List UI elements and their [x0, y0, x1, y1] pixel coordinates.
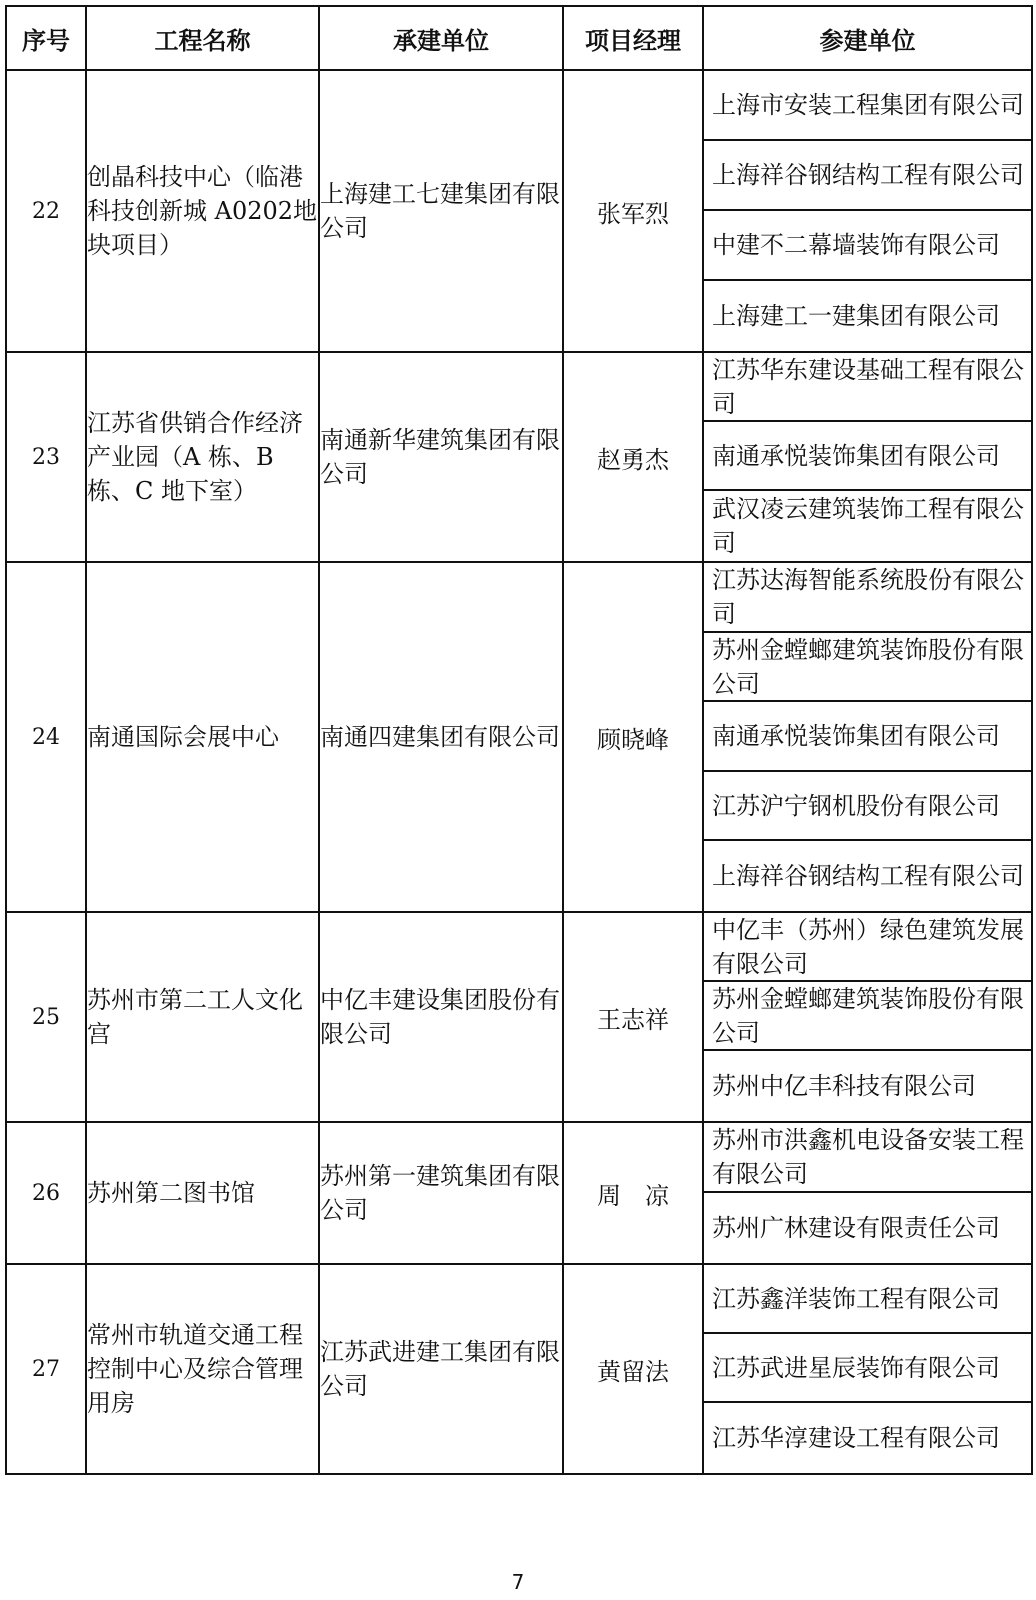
table-row	[6, 562, 1032, 912]
header-project-name: 工程名称	[86, 6, 319, 70]
projects-table	[5, 5, 1033, 1475]
row-builder: 苏州第一建筑集团有限公司	[319, 1122, 563, 1264]
row-project-name: 苏州第二图书馆	[86, 1122, 319, 1264]
table-row	[6, 1264, 1032, 1474]
participant-item: 武汉凌云建筑装饰工程有限公司	[712, 495, 1024, 557]
participant-item: 江苏鑫洋装饰工程有限公司	[704, 1265, 1031, 1334]
row-participants	[703, 912, 1032, 1122]
row-project-name: 江苏省供销合作经济产业园（A 栋、B 栋、C 地下室）	[86, 352, 319, 562]
row-serial: 24	[6, 562, 86, 912]
row-project-name: 苏州市第二工人文化宫	[86, 912, 319, 1122]
row-serial: 23	[6, 352, 86, 562]
row-builder: 中亿丰建设集团股份有限公司	[319, 912, 563, 1122]
participant-item: 中建不二幕墙装饰有限公司	[704, 211, 1031, 281]
header-builder: 承建单位	[319, 6, 563, 70]
participant-item: 苏州广林建设有限责任公司	[712, 1214, 1000, 1242]
header-participants: 参建单位	[703, 6, 1032, 70]
row-participants	[703, 352, 1032, 562]
table-header-row	[6, 6, 1032, 70]
row-project-name: 常州市轨道交通工程控制中心及综合管理用房	[86, 1264, 319, 1474]
row-builder: 上海建工七建集团有限公司	[319, 70, 563, 352]
row-manager: 张军烈	[563, 70, 703, 352]
row-manager: 王志祥	[563, 912, 703, 1122]
participant-item: 江苏沪宁钢机股份有限公司	[704, 772, 1031, 841]
participant-item: 上海祥谷钢结构工程有限公司	[704, 141, 1031, 211]
row-manager: 顾晓峰	[563, 562, 703, 912]
row-manager: 赵勇杰	[563, 352, 703, 562]
row-participants	[703, 70, 1032, 352]
participant-item: 上海建工一建集团有限公司	[712, 302, 1000, 330]
table-row	[6, 70, 1032, 352]
table-row	[6, 1122, 1032, 1264]
header-project-manager: 项目经理	[563, 6, 703, 70]
row-participants	[703, 562, 1032, 912]
participant-item: 江苏武进星辰装饰有限公司	[704, 1334, 1031, 1403]
row-project-name: 创晶科技中心（临港科技创新城 A0202地块项目）	[86, 70, 319, 352]
participant-item: 中亿丰（苏州）绿色建筑发展有限公司	[704, 913, 1031, 982]
header-serial: 序号	[6, 6, 86, 70]
row-manager: 周 凉	[563, 1122, 703, 1264]
row-project-name: 南通国际会展中心	[86, 562, 319, 912]
participant-item: 江苏华淳建设工程有限公司	[712, 1424, 1000, 1452]
row-builder: 南通新华建筑集团有限公司	[319, 352, 563, 562]
row-serial: 26	[6, 1122, 86, 1264]
row-participants	[703, 1122, 1032, 1264]
participant-item: 苏州市洪鑫机电设备安装工程有限公司	[704, 1123, 1031, 1193]
table-row	[6, 352, 1032, 562]
row-serial: 22	[6, 70, 86, 352]
participant-item: 苏州中亿丰科技有限公司	[712, 1072, 976, 1100]
participant-item: 上海祥谷钢结构工程有限公司	[712, 862, 1024, 890]
row-participants	[703, 1264, 1032, 1474]
participant-item: 南通承悦装饰集团有限公司	[704, 702, 1031, 772]
participant-item: 苏州金螳螂建筑装饰股份有限公司	[704, 982, 1031, 1051]
row-serial: 27	[6, 1264, 86, 1474]
participant-item: 江苏华东建设基础工程有限公司	[704, 353, 1031, 422]
row-builder: 南通四建集团有限公司	[319, 562, 563, 912]
row-manager: 黄留法	[563, 1264, 703, 1474]
table-row	[6, 912, 1032, 1122]
row-serial: 25	[6, 912, 86, 1122]
participant-item: 苏州金螳螂建筑装饰股份有限公司	[704, 633, 1031, 702]
page-number: 7	[511, 1570, 525, 1594]
row-builder: 江苏武进建工集团有限公司	[319, 1264, 563, 1474]
participant-item: 江苏达海智能系统股份有限公司	[704, 563, 1031, 633]
participant-item: 南通承悦装饰集团有限公司	[704, 422, 1031, 491]
participant-item: 上海市安装工程集团有限公司	[704, 71, 1031, 141]
